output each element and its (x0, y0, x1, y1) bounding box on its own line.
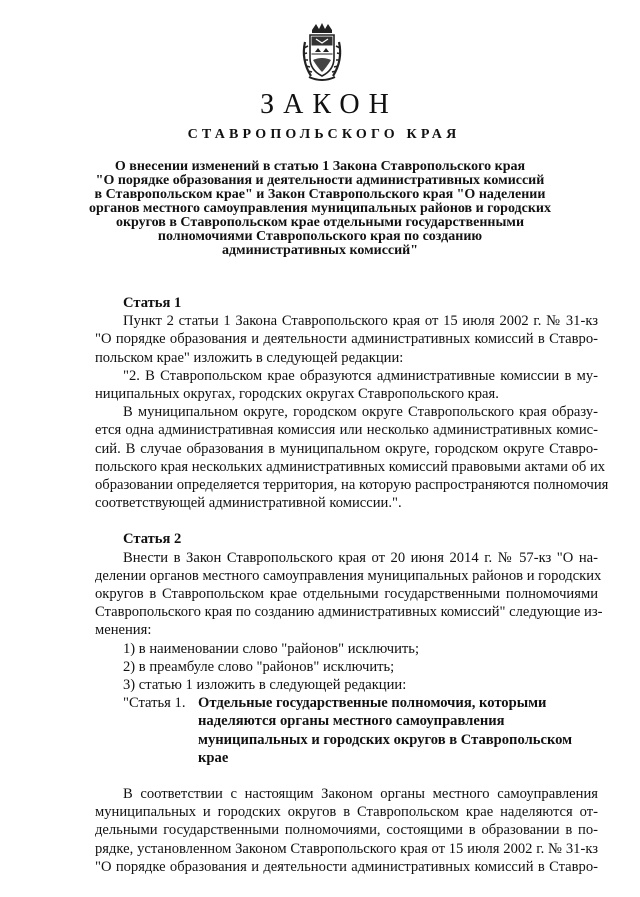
text-line: округов в Ставропольском крае отдельными государственными полномочиями (95, 586, 598, 603)
article-2-paragraph-1 (95, 549, 603, 640)
amendment-list (95, 640, 598, 695)
text-line: Ставропольского края по созданию административных комиссий" следующие из- (95, 604, 603, 621)
text-line: рядке, установленном Законом Ставропольского края от 15 июля 2002 г. № 31-кз (95, 840, 598, 857)
list-item: 3) статью 1 изложить в следующей редакции: (123, 677, 407, 694)
article-1-paragraph-2 (95, 367, 598, 403)
text-line: В соответствии с настоящим Законом органы местного самоуправления (123, 786, 598, 803)
heading-line: "О порядке образования и деятельности административных комиссий (95, 173, 545, 188)
text-line: "О порядке образования и деятельности административных комиссий в Ставро- (95, 331, 598, 348)
quoted-article-heading (95, 694, 598, 767)
article-1-title: Статья 1 (123, 295, 182, 311)
text-line: польском крае" изложить в следующей редакции: (95, 349, 404, 366)
text-line: ниципальных округах, городских округах Ставропольского края. (95, 386, 499, 403)
article-1-paragraph-1 (95, 312, 598, 367)
law-title: ЗАКОН (260, 89, 398, 120)
text-line: польского края нескольких административных комиссий правовыми актами об их (95, 458, 606, 475)
document-body (95, 294, 609, 876)
list-item: 1) в наименовании слово "районов" исключить; (123, 640, 419, 657)
article-2-title: Статья 2 (123, 531, 182, 548)
law-heading (80, 160, 560, 258)
quoted-article-title-line: Отдельные государственные полномочия, которыми (198, 695, 547, 712)
quoted-article-title-line: наделяются органы местного самоуправления (198, 713, 505, 730)
heading-line: административных комиссий" (221, 243, 419, 258)
quoted-article-heading-line (95, 694, 598, 712)
text-line: "О порядке образования и деятельности административных комиссий в Ставро- (95, 858, 598, 875)
article-1-paragraph-3 (95, 403, 609, 512)
text-line: сий. В случае образования в муниципальном округе, городском округе Ставро- (95, 440, 598, 457)
text-line: Внести в Закон Ставропольского края от 20 июня 2014 г. № 57-кз "О на- (123, 549, 598, 566)
quoted-article-title-line: муниципальных и городских округов в Ставропольском (198, 731, 573, 748)
quoted-article-label: "Статья 1. (123, 695, 186, 712)
list-item: 2) в преамбуле слово "районов" исключить; (123, 658, 395, 675)
text-line: "2. В Ставропольском крае образуются административные комиссии в му- (123, 367, 598, 384)
quoted-article-title-line: крае (198, 749, 229, 766)
text-line: образовании определяется территория, на которую распространяются полномочия (95, 477, 609, 494)
heading-line: органов местного самоуправления муниципальных районов и городских (89, 201, 551, 216)
text-line: менения: (95, 622, 152, 639)
text-line: соответствующей административной комиссии.". (95, 495, 402, 512)
spacer (95, 767, 598, 785)
text-line: дельными государственными полномочиями, состоящими в образовании в по- (95, 822, 598, 839)
heading-line: в Ставропольском крае" и Закон Ставропольского края "О наделении (94, 187, 546, 202)
spacer (95, 512, 598, 530)
text-line: Пункт 2 статьи 1 Закона Ставропольского края от 15 июля 2002 г. № 31-кз (123, 313, 598, 330)
coat-of-arms-icon (299, 22, 345, 84)
text-line: ется одна административная комиссия или несколько административных комис- (95, 422, 598, 439)
region-subtitle: СТАВРОПОЛЬСКОГО КРАЯ (187, 127, 461, 142)
text-line: муниципальных и городских округов в Ставропольском крае наделяются от- (95, 804, 598, 821)
text-line: делении органов местного самоуправления муниципальных районов и городских (95, 567, 602, 584)
article-2-paragraph-2 (95, 785, 598, 876)
text-line: В муниципальном округе, городском округе Ставропольского края образу- (123, 404, 598, 421)
heading-line: О внесении изменений в статью 1 Закона Ставропольского края (114, 159, 526, 174)
heading-line: полномочиями Ставропольского края по созданию (157, 229, 483, 244)
heading-line: округов в Ставропольском крае отдельными государственными (115, 215, 525, 230)
